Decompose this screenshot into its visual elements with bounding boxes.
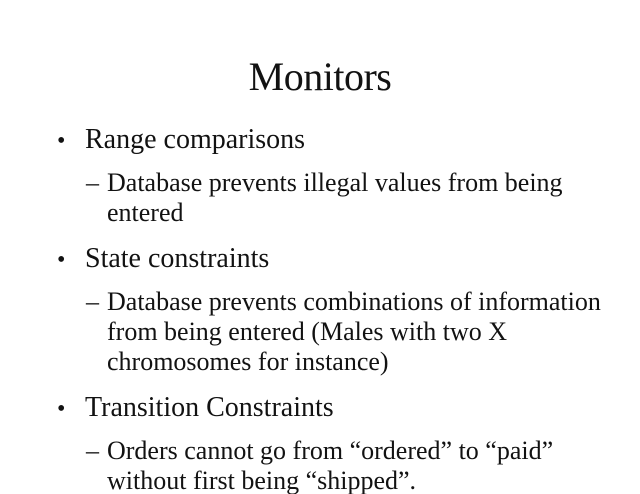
bullet-label: State constraints [85,243,270,274]
sub-bullet-line: chromosomes for instance) [107,347,389,376]
sub-bullet-item [86,436,630,494]
bullet-icon: • [57,128,66,154]
sub-bullet-lines [107,436,630,494]
bullet-item [57,240,640,279]
sub-bullet-lines [107,168,630,228]
bullet-icon: • [57,396,66,422]
bullet-icon: • [57,247,66,273]
sub-bullet-line: Database prevents illegal values from being [107,168,563,197]
sub-bullet-line: from being entered (Males with two X [107,317,508,346]
bullet-label: Range comparisons [85,124,306,155]
sub-bullet-line: entered [107,198,184,227]
bullet-label: Transition Constraints [85,392,334,423]
sub-bullet-item [86,168,630,228]
sub-bullet-item [86,287,630,377]
sub-bullet-lines [107,287,630,377]
bullet-list [0,121,640,494]
sub-bullet-line: without first being “shipped”. [107,466,417,494]
bullet-item [57,121,640,160]
sub-bullet-line: Database prevents combinations of information [107,287,601,316]
dash-icon: – [86,287,99,316]
sub-bullet-line: Orders cannot go from “ordered” to “paid” [107,436,554,465]
dash-icon: – [86,436,99,465]
slide-title: Monitors [248,54,392,99]
bullet-item [57,389,640,428]
dash-icon: – [86,168,99,197]
